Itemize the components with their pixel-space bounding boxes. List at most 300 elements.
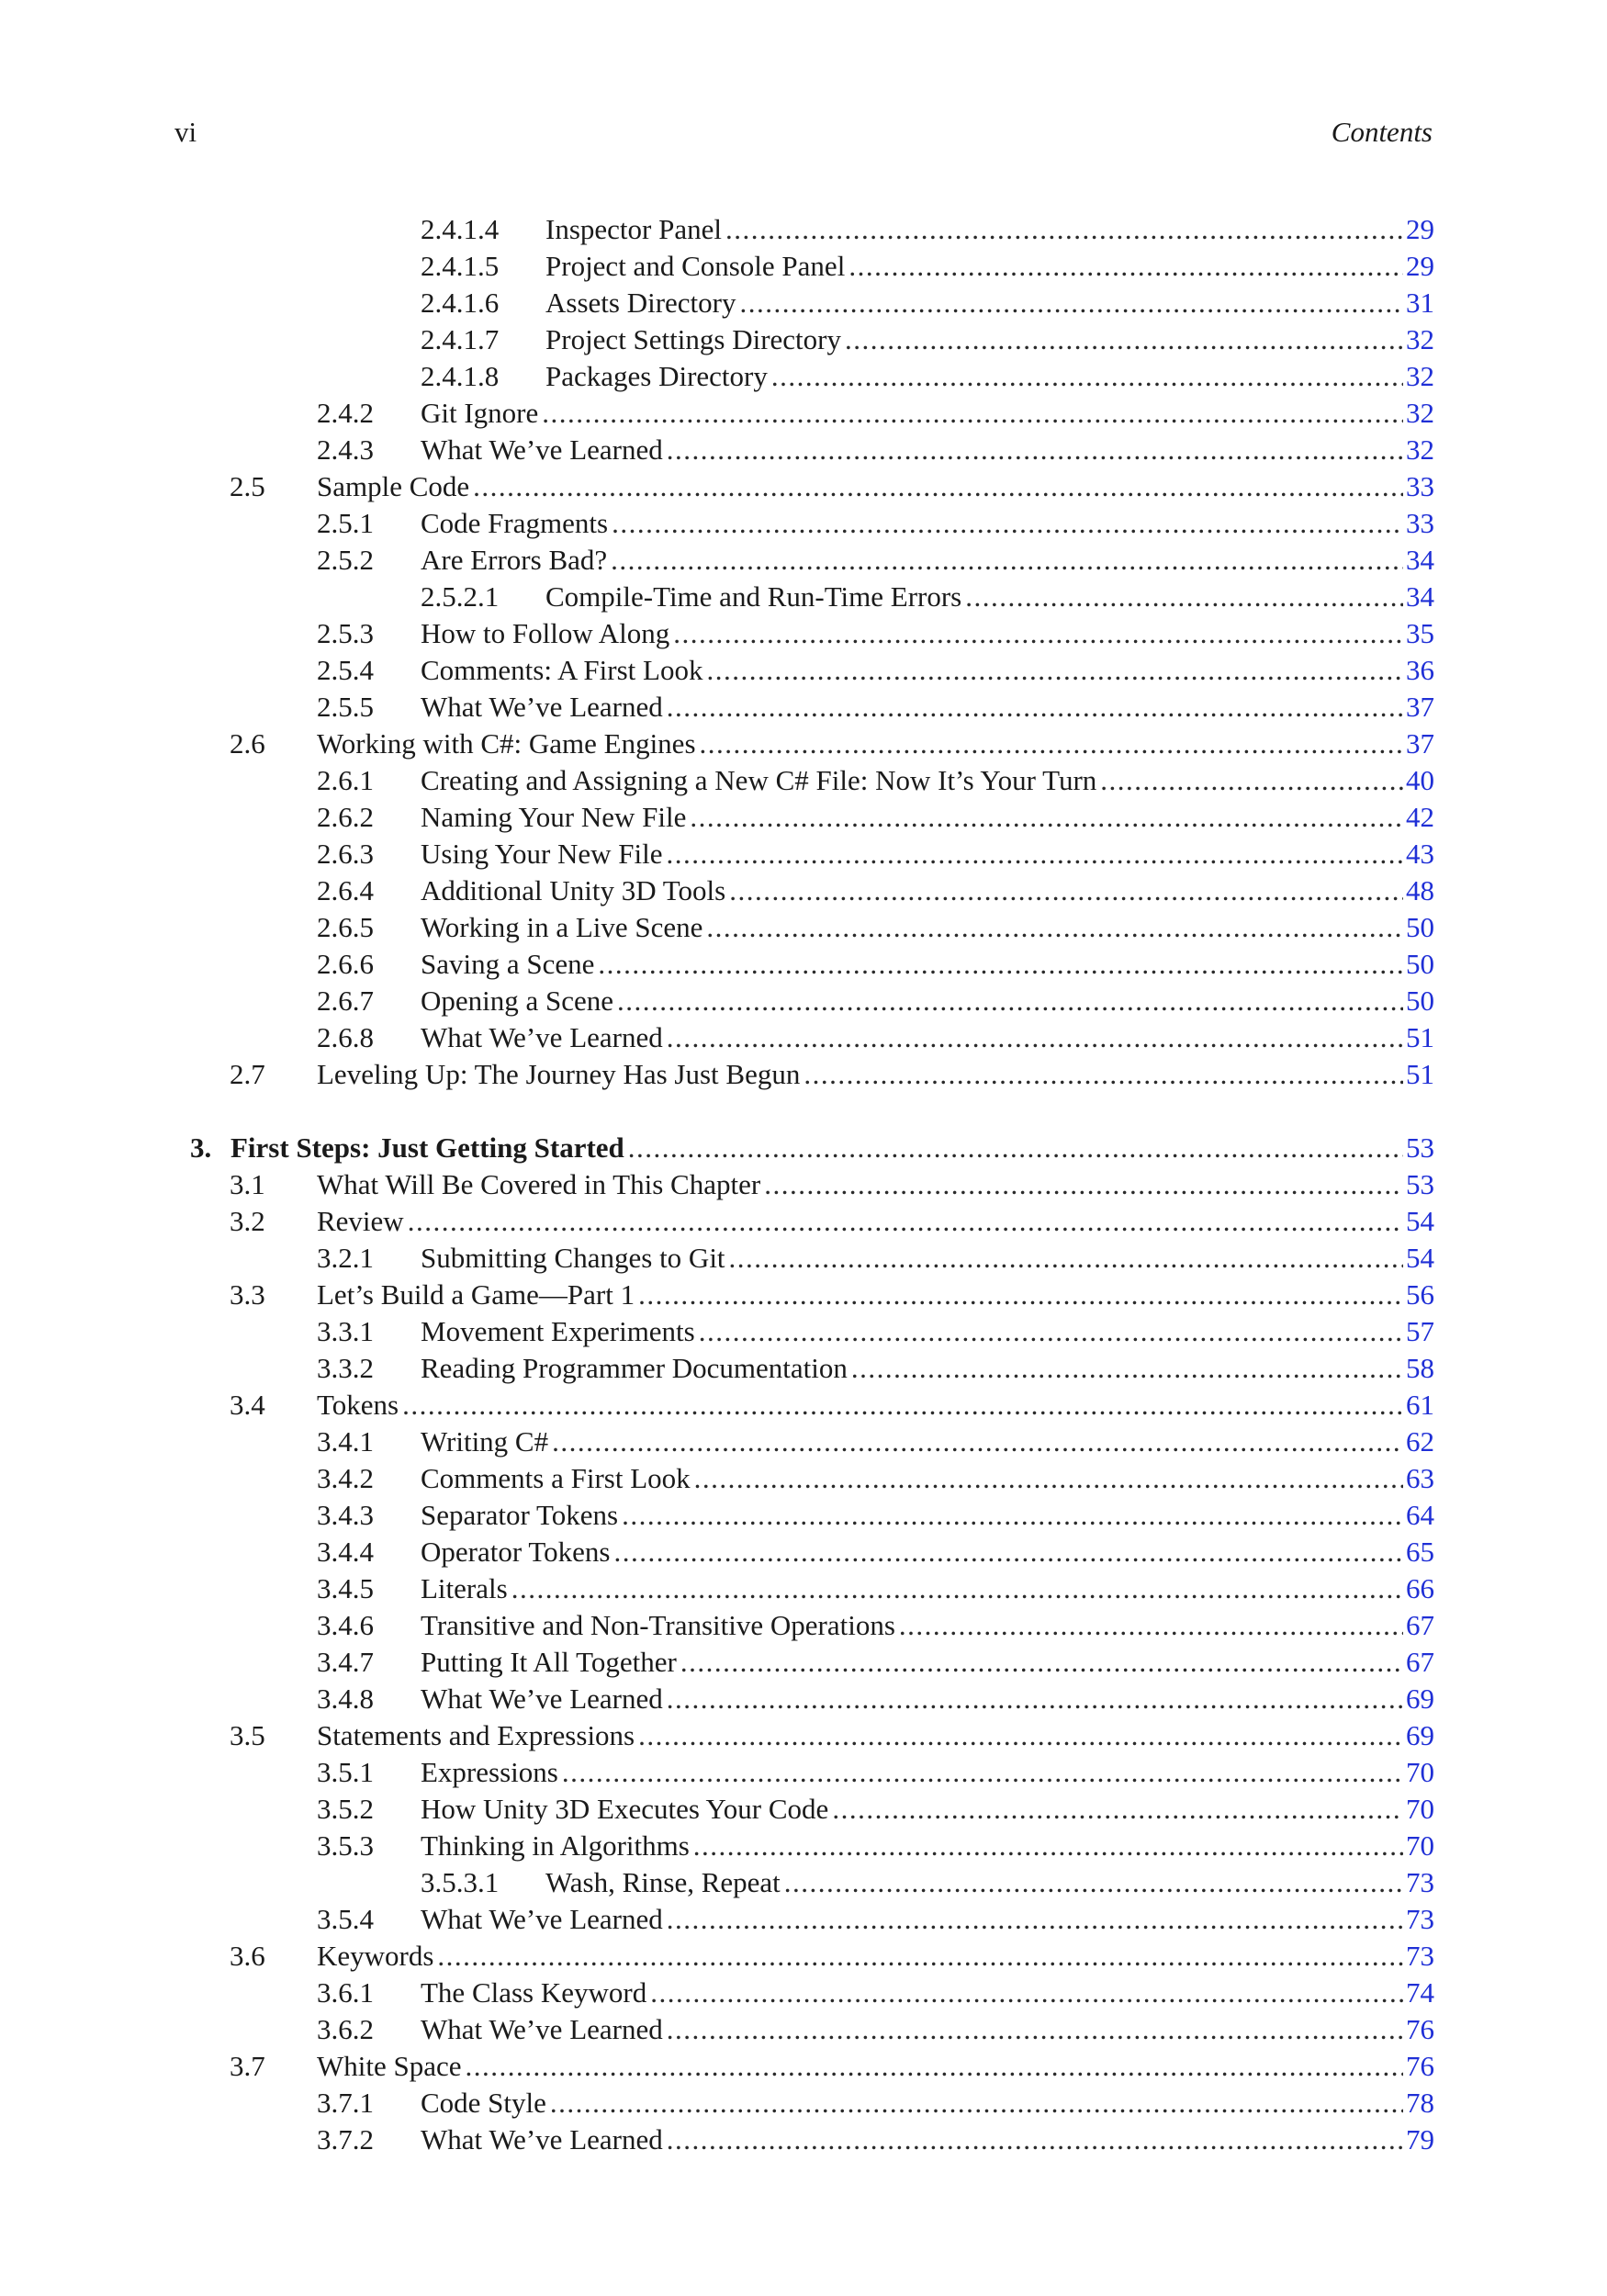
toc-entry-line [421, 1460, 1434, 1497]
toc-page-link[interactable]: 51 [1406, 1021, 1434, 1053]
dot-leader [690, 1828, 1403, 1864]
toc-entry[interactable] [0, 652, 1607, 689]
toc-entry-number: 3.1 [230, 1168, 265, 1200]
toc-entry-line [421, 1754, 1434, 1791]
toc-entry[interactable] [0, 1938, 1607, 1975]
dot-leader [558, 1754, 1403, 1791]
toc-entry[interactable] [0, 1240, 1607, 1277]
toc-page-link[interactable]: 73 [1406, 1903, 1434, 1935]
toc-entry[interactable] [0, 579, 1607, 615]
toc-entry-number: 3.5.3.1 [421, 1866, 500, 1898]
toc-entry[interactable] [0, 1828, 1607, 1864]
toc-page-link[interactable]: 70 [1406, 1756, 1434, 1788]
toc-entry-number: 2.4.1.6 [421, 287, 500, 319]
toc-entry-title: Submitting Changes to Git [421, 1242, 725, 1274]
toc-entry-number: 3.5.2 [317, 1793, 374, 1825]
toc-entry-line [317, 1717, 1434, 1754]
toc-entry[interactable] [0, 358, 1607, 395]
toc-entry-line [421, 1791, 1434, 1828]
toc-entry-line [421, 1534, 1434, 1570]
toc-entry-title: Let’s Build a Game—Part 1 [317, 1278, 635, 1311]
toc-entry-title: Project Settings Directory [545, 323, 841, 355]
toc-entry-number: 2.6.6 [317, 948, 374, 980]
toc-entry-line [421, 652, 1434, 689]
toc-entry[interactable] [0, 542, 1607, 579]
dot-leader [469, 468, 1403, 505]
toc-entry-title: Literals [421, 1572, 508, 1604]
toc-entry[interactable] [0, 1644, 1607, 1681]
dot-leader [663, 2122, 1403, 2158]
toc-entry-number: 3.5 [230, 1719, 265, 1751]
toc-entry-line [421, 505, 1434, 542]
toc-page-link[interactable]: 29 [1406, 213, 1434, 245]
toc-page-link[interactable]: 57 [1406, 1315, 1434, 1347]
toc-entry-title: Using Your New File [421, 838, 663, 870]
toc-entry-line [317, 1938, 1434, 1975]
toc-entry[interactable] [0, 468, 1607, 505]
dot-leader [691, 1460, 1403, 1497]
toc-entry-title: What Will Be Covered in This Chapter [317, 1168, 761, 1200]
toc-page-link[interactable]: 58 [1406, 1352, 1434, 1384]
toc-entry[interactable] [0, 1313, 1607, 1350]
toc-entry-line [317, 1277, 1434, 1313]
running-title: Contents [1331, 116, 1433, 148]
toc-entry[interactable] [0, 1975, 1607, 2011]
toc-entry-line [421, 1497, 1434, 1534]
dot-leader [610, 1534, 1403, 1570]
dot-leader [508, 1570, 1403, 1607]
toc-page-link[interactable]: 32 [1406, 360, 1434, 392]
toc-entry-title: What We’ve Learned [421, 1021, 663, 1053]
toc-entry-title: Code Style [421, 2087, 546, 2119]
toc-entry-title: How Unity 3D Executes Your Code [421, 1793, 829, 1825]
toc-page-link[interactable]: 51 [1406, 1058, 1434, 1090]
toc-entry-number: 3.4.3 [317, 1499, 374, 1531]
toc-entry[interactable] [0, 2122, 1607, 2158]
dot-leader [722, 211, 1403, 248]
toc-page-link[interactable]: 67 [1406, 1609, 1434, 1641]
toc-entry-line [421, 1975, 1434, 2011]
dot-leader [608, 505, 1403, 542]
toc-entry-title: Movement Experiments [421, 1315, 695, 1347]
toc-entry-title: Inspector Panel [545, 213, 722, 245]
toc-entry-number: 3.6 [230, 1940, 265, 1972]
dot-leader [607, 542, 1403, 579]
toc-page-link[interactable]: 31 [1406, 287, 1434, 319]
toc-entry-number: 3.7.1 [317, 2087, 374, 2119]
toc-entry-title: How to Follow Along [421, 617, 670, 649]
toc-entry[interactable] [0, 432, 1607, 468]
dot-leader [663, 1901, 1403, 1938]
toc-page-link[interactable]: 50 [1406, 985, 1434, 1017]
toc-entry-line [421, 946, 1434, 983]
toc-entry[interactable] [0, 321, 1607, 358]
dot-leader [624, 1130, 1403, 1166]
toc-entry-line [545, 211, 1434, 248]
toc-entry-title: What We’ve Learned [421, 1903, 663, 1935]
toc-page-link[interactable]: 34 [1406, 580, 1434, 613]
dot-leader [663, 2011, 1403, 2048]
toc-entry-number: 2.4.2 [317, 397, 374, 429]
toc-entry-number: 3.6.1 [317, 1976, 374, 2009]
toc-entry-number: 3. [190, 1131, 212, 1164]
toc-entry-number: 3.7.2 [317, 2123, 374, 2155]
toc-entry-line [421, 2085, 1434, 2122]
toc-entry-title: What We’ve Learned [421, 691, 663, 723]
toc-entry-title: Working in a Live Scene [421, 911, 703, 943]
toc-page-link[interactable]: 48 [1406, 874, 1434, 906]
toc-page-link[interactable]: 64 [1406, 1499, 1434, 1531]
toc-page-link[interactable]: 53 [1406, 1131, 1434, 1164]
toc-page-link[interactable]: 29 [1406, 250, 1434, 282]
toc-page-link[interactable]: 70 [1406, 1829, 1434, 1862]
toc-entry-title: Opening a Scene [421, 985, 614, 1017]
dot-leader [663, 689, 1403, 726]
toc-entry-line [317, 2048, 1434, 2085]
toc-page-link[interactable]: 61 [1406, 1389, 1434, 1421]
dot-leader [686, 799, 1403, 836]
toc-entry-line [421, 542, 1434, 579]
toc-entry[interactable] [0, 1350, 1607, 1387]
toc-entry-number: 3.3 [230, 1278, 265, 1311]
toc-entry[interactable] [0, 2085, 1607, 2122]
dot-leader [725, 1240, 1403, 1277]
toc-page-link[interactable]: 32 [1406, 433, 1434, 466]
toc-entry-number: 3.2 [230, 1205, 265, 1237]
toc-entry[interactable] [0, 726, 1607, 762]
toc-page-link[interactable]: 65 [1406, 1536, 1434, 1568]
toc-entry-number: 3.5.3 [317, 1829, 374, 1862]
toc-page-link[interactable]: 37 [1406, 727, 1434, 760]
toc-entry-number: 2.5.2 [317, 544, 374, 576]
toc-entry[interactable] [0, 615, 1607, 652]
toc-entry[interactable] [0, 946, 1607, 983]
toc-page-link[interactable]: 54 [1406, 1205, 1434, 1237]
toc-entry-line [421, 1313, 1434, 1350]
toc-entry-title: Reading Programmer Documentation [421, 1352, 848, 1384]
toc-entry-number: 3.4.7 [317, 1646, 374, 1678]
toc-entry-title: Working with C#: Game Engines [317, 727, 696, 760]
toc-entry[interactable] [0, 762, 1607, 799]
toc-entry-title: White Space [317, 2050, 462, 2082]
toc-entry[interactable] [0, 1497, 1607, 1534]
toc-entry-line [421, 1424, 1434, 1460]
toc-page-link[interactable]: 43 [1406, 838, 1434, 870]
toc-entry-line [421, 762, 1434, 799]
toc-page-link[interactable]: 73 [1406, 1940, 1434, 1972]
toc-entry-title: The Class Keyword [421, 1976, 647, 2009]
toc-entry-line [421, 2122, 1434, 2158]
dot-leader [845, 248, 1403, 285]
toc-entry-line [317, 1387, 1434, 1424]
toc-page-link[interactable]: 42 [1406, 801, 1434, 833]
toc-entry-line [545, 321, 1434, 358]
toc-entry[interactable] [0, 1424, 1607, 1460]
toc-page-link[interactable]: 35 [1406, 617, 1434, 649]
toc-chapter-entry[interactable] [0, 1130, 1607, 1166]
toc-entry-title: What We’ve Learned [421, 2123, 663, 2155]
dot-leader [702, 909, 1403, 946]
dot-leader [546, 2085, 1403, 2122]
toc-entry-number: 2.7 [230, 1058, 265, 1090]
toc-entry[interactable] [0, 1460, 1607, 1497]
toc-entry-number: 2.4.1.7 [421, 323, 500, 355]
toc-entry-line [421, 432, 1434, 468]
toc-entry-number: 3.4.2 [317, 1462, 374, 1494]
toc-entry-title: Separator Tokens [421, 1499, 619, 1531]
dot-leader [895, 1607, 1403, 1644]
dot-leader [646, 1975, 1403, 2011]
toc-entry-title: Expressions [421, 1756, 558, 1788]
toc-entry[interactable] [0, 505, 1607, 542]
toc-entry-line [421, 983, 1434, 1019]
toc-entry-title: Comments: A First Look [421, 654, 703, 686]
toc-page-link[interactable]: 56 [1406, 1278, 1434, 1311]
toc-entry[interactable] [0, 1681, 1607, 1717]
dot-leader [594, 946, 1403, 983]
dot-leader [848, 1350, 1403, 1387]
toc-entry-number: 2.4.1.5 [421, 250, 500, 282]
toc-page-link[interactable]: 69 [1406, 1719, 1434, 1751]
toc-entry-title: Leveling Up: The Journey Has Just Begun [317, 1058, 801, 1090]
toc-entry-title: Project and Console Panel [545, 250, 846, 282]
toc-entry[interactable] [0, 2048, 1607, 2085]
toc-entry-number: 2.6.8 [317, 1021, 374, 1053]
toc-entry-title: Are Errors Bad? [421, 544, 608, 576]
dot-leader [433, 1938, 1403, 1975]
toc-entry[interactable] [0, 285, 1607, 321]
toc-entry-number: 2.4.1.8 [421, 360, 500, 392]
toc-entry-title: What We’ve Learned [421, 1683, 663, 1715]
toc-entry-number: 2.5 [230, 470, 265, 502]
toc-entry[interactable] [0, 1277, 1607, 1313]
toc-entry-line [317, 1166, 1434, 1203]
dot-leader [800, 1056, 1403, 1093]
toc-entry-number: 3.2.1 [317, 1242, 374, 1274]
toc-page-link[interactable]: 50 [1406, 911, 1434, 943]
toc-entry-number: 2.4.1.4 [421, 213, 500, 245]
toc-entry-number: 2.6.2 [317, 801, 374, 833]
toc-entry[interactable] [0, 1791, 1607, 1828]
toc-entry[interactable] [0, 872, 1607, 909]
toc-entry-number: 3.5.1 [317, 1756, 374, 1788]
toc-entry-number: 3.6.2 [317, 2013, 374, 2045]
toc-entry-line [317, 726, 1434, 762]
toc-entry-line [421, 836, 1434, 872]
toc-entry-line [545, 248, 1434, 285]
toc-entry-title: Code Fragments [421, 507, 609, 539]
dot-leader [1096, 762, 1403, 799]
toc-entry[interactable] [0, 1387, 1607, 1424]
toc-page-link[interactable]: 62 [1406, 1425, 1434, 1458]
toc-entry-title: Statements and Expressions [317, 1719, 635, 1751]
toc-entry[interactable] [0, 1056, 1607, 1093]
toc-entry[interactable] [0, 1019, 1607, 1056]
toc-entry-number: 2.5.1 [317, 507, 374, 539]
dot-leader [404, 1203, 1403, 1240]
toc-entry-number: 3.3.2 [317, 1352, 374, 1384]
toc-entry-title: Review [317, 1205, 404, 1237]
table-of-contents [0, 211, 1607, 2158]
toc-entry-number: 3.7 [230, 2050, 265, 2082]
toc-entry-line [545, 1864, 1434, 1901]
toc-entry-number: 2.6 [230, 727, 265, 760]
dot-leader [548, 1424, 1403, 1460]
toc-entry[interactable] [0, 983, 1607, 1019]
toc-entry-number: 2.5.2.1 [421, 580, 500, 613]
toc-entry-number: 2.5.4 [317, 654, 374, 686]
dot-leader [618, 1497, 1403, 1534]
toc-page-link[interactable]: 78 [1406, 2087, 1434, 2119]
toc-entry[interactable] [0, 909, 1607, 946]
toc-entry[interactable] [0, 1166, 1607, 1203]
toc-page-link[interactable]: 54 [1406, 1242, 1434, 1274]
toc-entry-line [421, 1644, 1434, 1681]
toc-entry-title: Saving a Scene [421, 948, 595, 980]
toc-entry-title: Transitive and Non-Transitive Operations [421, 1609, 895, 1641]
toc-page-link[interactable]: 67 [1406, 1646, 1434, 1678]
toc-page-link[interactable]: 32 [1406, 397, 1434, 429]
toc-page-link[interactable]: 32 [1406, 323, 1434, 355]
dot-leader [613, 983, 1403, 1019]
toc-page-link[interactable]: 74 [1406, 1976, 1434, 2009]
toc-page-link[interactable]: 70 [1406, 1793, 1434, 1825]
dot-leader [538, 395, 1403, 432]
toc-page-link[interactable]: 33 [1406, 470, 1434, 502]
running-head [174, 114, 1433, 151]
dot-leader [696, 726, 1403, 762]
toc-page-link[interactable]: 66 [1406, 1572, 1434, 1604]
page-number: vi [174, 116, 197, 148]
toc-entry[interactable] [0, 248, 1607, 285]
toc-entry-line [421, 1901, 1434, 1938]
toc-page-link[interactable]: 40 [1406, 764, 1434, 796]
toc-entry[interactable] [0, 836, 1607, 872]
toc-entry-title: Naming Your New File [421, 801, 687, 833]
dot-leader [841, 321, 1403, 358]
toc-page-link[interactable]: 37 [1406, 691, 1434, 723]
toc-entry-line [421, 689, 1434, 726]
toc-entry[interactable] [0, 1203, 1607, 1240]
toc-page-link[interactable]: 53 [1406, 1168, 1434, 1200]
toc-entry-number: 3.5.4 [317, 1903, 374, 1935]
toc-entry-title: Thinking in Algorithms [421, 1829, 690, 1862]
toc-entry-line [421, 1681, 1434, 1717]
dot-leader [828, 1791, 1403, 1828]
toc-entry-number: 2.6.7 [317, 985, 374, 1017]
dot-leader [663, 1681, 1403, 1717]
dot-leader [677, 1644, 1403, 1681]
dot-leader [781, 1864, 1403, 1901]
dot-leader [961, 579, 1403, 615]
toc-entry[interactable] [0, 1754, 1607, 1791]
toc-entry-line [230, 1130, 1434, 1166]
dot-leader [663, 432, 1403, 468]
toc-entry-number: 3.4.6 [317, 1609, 374, 1641]
toc-entry-number: 2.5.5 [317, 691, 374, 723]
toc-entry-line [421, 872, 1434, 909]
toc-entry-line [421, 615, 1434, 652]
toc-entry[interactable] [0, 1570, 1607, 1607]
toc-entry-title: Packages Directory [545, 360, 768, 392]
toc-entry-title: Additional Unity 3D Tools [421, 874, 726, 906]
toc-entry-title: Putting It All Together [421, 1646, 677, 1678]
dot-leader [768, 358, 1403, 395]
toc-entry-number: 3.3.1 [317, 1315, 374, 1347]
toc-entry-line [421, 1350, 1434, 1387]
toc-entry-title: Writing C# [421, 1425, 549, 1458]
toc-entry-title: Comments a First Look [421, 1462, 691, 1494]
dot-leader [760, 1166, 1403, 1203]
toc-entry[interactable] [0, 2011, 1607, 2048]
toc-entry[interactable] [0, 211, 1607, 248]
toc-page-link[interactable]: 76 [1406, 2050, 1434, 2082]
toc-entry-title: Operator Tokens [421, 1536, 611, 1568]
toc-page-link[interactable]: 33 [1406, 507, 1434, 539]
dot-leader [399, 1387, 1403, 1424]
toc-entry-title: Sample Code [317, 470, 470, 502]
toc-page-link[interactable]: 69 [1406, 1683, 1434, 1715]
toc-entry-line [421, 1570, 1434, 1607]
toc-entry[interactable] [0, 1534, 1607, 1570]
toc-entry[interactable] [0, 689, 1607, 726]
toc-entry-number: 2.6.5 [317, 911, 374, 943]
toc-entry-line [421, 1828, 1434, 1864]
toc-entry-title: Creating and Assigning a New C# File: Now It’s Your Turn [421, 764, 1097, 796]
toc-entry-number: 3.4.4 [317, 1536, 374, 1568]
toc-page-link[interactable]: 50 [1406, 948, 1434, 980]
dot-leader [663, 836, 1403, 872]
toc-entry[interactable] [0, 1901, 1607, 1938]
toc-entry-number: 2.6.4 [317, 874, 374, 906]
toc-entry-title: Git Ignore [421, 397, 539, 429]
toc-page-link[interactable]: 76 [1406, 2013, 1434, 2045]
toc-entry-number: 2.4.3 [317, 433, 374, 466]
toc-entry-title: First Steps: Just Getting Started [230, 1131, 624, 1164]
toc-entry-number: 3.4 [230, 1389, 265, 1421]
toc-entry-line [545, 358, 1434, 395]
toc-entry-line [421, 395, 1434, 432]
toc-entry-line [421, 1240, 1434, 1277]
toc-page-link[interactable]: 73 [1406, 1866, 1434, 1898]
dot-leader [663, 1019, 1403, 1056]
toc-page-link[interactable]: 34 [1406, 544, 1434, 576]
toc-entry-line [317, 1056, 1434, 1093]
dot-leader [695, 1313, 1403, 1350]
toc-entry-number: 3.4.8 [317, 1683, 374, 1715]
toc-entry[interactable] [0, 1717, 1607, 1754]
toc-entry-number: 3.4.1 [317, 1425, 374, 1458]
toc-entry-line [317, 468, 1434, 505]
toc-entry-line [545, 285, 1434, 321]
toc-entry-title: What We’ve Learned [421, 433, 663, 466]
toc-entry[interactable] [0, 395, 1607, 432]
toc-page-link[interactable]: 79 [1406, 2123, 1434, 2155]
toc-entry-line [421, 1019, 1434, 1056]
dot-leader [736, 285, 1403, 321]
toc-entry[interactable] [0, 799, 1607, 836]
toc-page-link[interactable]: 63 [1406, 1462, 1434, 1494]
toc-entry-number: 2.6.3 [317, 838, 374, 870]
toc-entry[interactable] [0, 1607, 1607, 1644]
toc-entry-line [421, 1607, 1434, 1644]
dot-leader [462, 2048, 1403, 2085]
toc-page-link[interactable]: 36 [1406, 654, 1434, 686]
toc-entry-title: Assets Directory [545, 287, 736, 319]
toc-entry-number: 3.4.5 [317, 1572, 374, 1604]
toc-entry-title: Compile-Time and Run-Time Errors [545, 580, 962, 613]
toc-entry[interactable] [0, 1864, 1607, 1901]
